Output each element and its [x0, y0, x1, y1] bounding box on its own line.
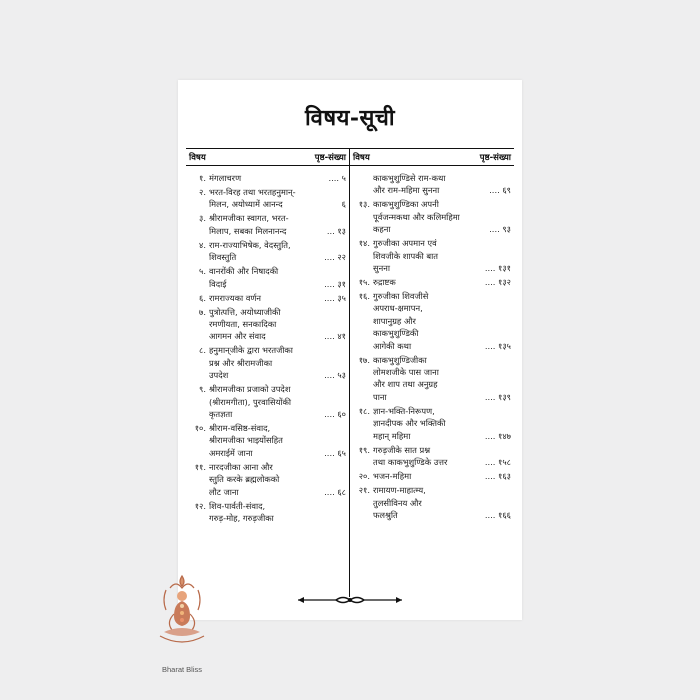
entry-page-number: .... १६६ [484, 509, 511, 520]
entry-line [209, 461, 346, 473]
entry-number: १. [199, 173, 206, 183]
column-header [186, 149, 349, 166]
toc-entry [190, 344, 346, 381]
entry-line [209, 265, 346, 277]
toc-entry [190, 422, 346, 459]
entry-body [209, 461, 346, 498]
entry-number: १६. [358, 291, 370, 302]
entry-title: सुनना [373, 263, 390, 274]
entry-title: तथा काकभुशुण्डिके उत्तर [373, 457, 448, 468]
toc-entry [190, 172, 346, 184]
entry-line [209, 186, 346, 198]
entry-title: महान्‌ महिमा [373, 430, 411, 441]
subject-heading: विषय [353, 152, 370, 163]
entry-line [209, 239, 346, 251]
toc-entry [190, 292, 346, 304]
entry-line [209, 225, 346, 237]
entry-page-number: ... १३ [326, 225, 346, 236]
entry-line [373, 354, 511, 366]
toc-entry [190, 186, 346, 211]
entry-page-number [509, 405, 511, 417]
entry-page-number [344, 306, 346, 318]
entry-line [209, 447, 346, 459]
entry-body [373, 354, 511, 404]
entry-page-number [344, 461, 346, 473]
entry-line [373, 223, 511, 235]
entry-line [373, 417, 511, 429]
entry-line [373, 405, 511, 417]
entry-page-number [344, 318, 346, 330]
entry-body [373, 276, 511, 288]
toc-entry [190, 461, 346, 498]
entry-title: उपदेश [209, 370, 229, 381]
entry-number: १०. [194, 423, 206, 434]
entry-line [209, 434, 346, 446]
entry-page-number [344, 396, 346, 408]
entry-title: राम-राज्याभिषेक, वेदस्तुति, [209, 239, 291, 250]
entry-number: १७. [358, 354, 370, 365]
entry-body [373, 444, 511, 469]
entry-line [373, 456, 511, 468]
entry-number: ७. [199, 306, 206, 317]
entry-title: अपराध-क्षमापन, [373, 303, 423, 314]
toc-entry [354, 237, 511, 274]
toc-entry [354, 290, 511, 352]
entry-page-number [509, 290, 511, 302]
toc-entries-left [186, 166, 349, 525]
entry-line [209, 383, 346, 395]
entry-page-number: .... १३९ [484, 391, 511, 402]
entry-page-number [344, 434, 346, 446]
toc-entry [190, 265, 346, 290]
toc-entry [354, 172, 511, 197]
entry-title: आगेकी कथा [373, 340, 412, 351]
entry-line [373, 430, 511, 442]
entry-page-number: .... ५ [328, 173, 346, 183]
entry-title: मिलन, अयोध्यामें आनन्द [209, 199, 283, 210]
entry-line [209, 408, 346, 420]
toc-entry [190, 239, 346, 264]
entry-title: लोमशजीके पास जाना [373, 367, 439, 378]
entry-page-number [344, 186, 346, 198]
entry-page-number: .... ६८ [324, 486, 346, 497]
entry-title: ज्ञानदीपक और भक्तिकी [373, 418, 446, 429]
entry-title: श्रीरामजीका भाइयोंसहित [209, 435, 283, 446]
entry-page-number [344, 422, 346, 434]
ornament-divider-icon [296, 594, 404, 606]
entry-body [209, 172, 346, 184]
entry-number: ९. [199, 384, 206, 395]
entry-title: और शाप तथा अनुग्रह [373, 379, 438, 390]
entry-title: नारदजीका आना और [209, 461, 273, 472]
entry-title: गुरुजीका शिवजीसे [373, 291, 429, 302]
entry-body [373, 405, 511, 442]
entry-title: शापानुग्रह और [373, 315, 416, 326]
entry-title: लौट जाना [209, 486, 239, 497]
entry-title: भजन-महिमा [373, 471, 412, 482]
entry-page-number [509, 250, 511, 262]
entry-line [373, 327, 511, 339]
toc-entry [190, 306, 346, 343]
toc-entry [354, 405, 511, 442]
entry-page-number [344, 383, 346, 395]
entry-body [373, 237, 511, 274]
entry-page-number [509, 444, 511, 456]
entry-line [373, 484, 511, 496]
entry-page-number: .... ३५ [324, 292, 346, 303]
entry-number: १९. [358, 444, 370, 455]
entry-line [209, 396, 346, 408]
entry-page-number: .... १३१ [484, 263, 511, 274]
entry-title: मंगलाचरण [209, 173, 242, 183]
entry-number: ११. [194, 461, 206, 472]
entry-title: गुरुजीका अपमान एवं [373, 238, 437, 249]
entry-number: २. [199, 187, 206, 197]
entry-line [373, 184, 511, 196]
entry-line [373, 470, 511, 482]
entry-number: २१. [358, 485, 370, 496]
entry-title: वानरोंकी और निषादकी [209, 266, 279, 277]
entry-title: काकभुशुण्डिका अपनी [373, 199, 439, 210]
entry-line [373, 509, 511, 521]
entry-line [209, 292, 346, 304]
entry-body [209, 383, 346, 420]
entry-page-number [509, 198, 511, 210]
entry-title: पूर्वजन्मकथा और कलिमहिमा [373, 211, 460, 222]
entry-page-number [344, 500, 346, 512]
entry-body [373, 484, 511, 521]
toc-entry [190, 500, 346, 525]
entry-line [209, 473, 346, 485]
entry-number: ५. [199, 266, 206, 277]
entry-title: शिवजीके शापकी बात [373, 250, 438, 261]
toc-entry [190, 212, 346, 237]
entry-title: अमराईमें जाना [209, 447, 253, 458]
entry-line [373, 378, 511, 390]
entry-number: १५. [358, 277, 370, 288]
entry-title: स्तुति करके ब्रह्मलोकको [209, 474, 280, 485]
entry-body [209, 292, 346, 304]
entry-title: आगमन और संवाद [209, 331, 266, 342]
entry-title: कहना [373, 224, 391, 235]
entry-title: रुद्राष्टक [373, 277, 396, 288]
entry-page-number: .... १३२ [484, 277, 511, 288]
entry-page-number: .... १३५ [484, 340, 511, 351]
entry-line [373, 340, 511, 352]
entry-line [373, 198, 511, 210]
entry-number: ८. [199, 345, 206, 356]
entry-page-number: .... ५३ [324, 370, 346, 381]
entry-title: तुलसीविनय और [373, 497, 422, 508]
toc-entry [190, 383, 346, 420]
entry-body [209, 265, 346, 290]
subject-heading: विषय [189, 152, 206, 163]
entry-body [373, 290, 511, 352]
entry-line [373, 290, 511, 302]
logo-text: Bharat Bliss [161, 665, 203, 674]
entry-title: काकभुशुण्डिकी [373, 328, 419, 339]
toc-entry [354, 444, 511, 469]
entry-page-number: .... १६३ [484, 471, 511, 482]
entry-body [209, 500, 346, 525]
entry-line [373, 211, 511, 223]
entry-title: रामायण-माहात्म्य, [373, 485, 426, 496]
entry-title: काकभुशुण्डिसे राम-कथा [373, 173, 446, 183]
toc-column-right [350, 149, 514, 597]
entry-page-number: .... ६५ [324, 447, 346, 458]
entry-title: रमणीयता, सनकादिका [209, 319, 277, 330]
entry-number: ६. [199, 292, 206, 303]
entry-page-number: .... २२ [324, 252, 346, 263]
entry-title: विदाई [209, 278, 227, 289]
entry-title: श्रीराम-वसिष्ठ-संवाद, [209, 423, 271, 434]
entry-page-number [509, 354, 511, 366]
entry-body [209, 306, 346, 343]
entry-line [373, 237, 511, 249]
entry-page-number [509, 366, 511, 378]
entry-line [209, 357, 346, 369]
entry-number: १२. [194, 500, 206, 511]
entry-number [354, 172, 373, 197]
entry-page-number [344, 265, 346, 277]
entry-title: श्रीरामजीका स्वागत, भरत- [209, 213, 289, 224]
entry-page-number: ६ [341, 199, 346, 210]
entry-page-number [509, 237, 511, 249]
entry-title: पाना [373, 391, 387, 402]
entry-page-number: .... ६० [324, 409, 346, 420]
entry-title: और राम-महिमा सुनना [373, 185, 440, 196]
entry-line [209, 251, 346, 263]
toc-entry [354, 470, 511, 482]
entry-title: श्रीरामजीका प्रजाको उपदेश [209, 384, 291, 395]
entry-title: भरत-विरह तथा भरतहनुमान्- [209, 187, 296, 197]
entry-number: १३. [358, 199, 370, 210]
entry-page-number: .... ९३ [489, 224, 511, 235]
entry-title: मिलाप, सबका मिलनानन्द [209, 225, 287, 236]
entry-line [209, 369, 346, 381]
entry-body [373, 172, 511, 197]
book-page [178, 80, 522, 620]
entry-line [209, 330, 346, 342]
entry-line [209, 422, 346, 434]
entry-line [209, 198, 346, 210]
entry-page-number: .... ३१ [324, 278, 346, 289]
entry-line [209, 512, 346, 524]
entry-line [373, 444, 511, 456]
column-header [350, 149, 514, 166]
toc-entries-right [350, 166, 514, 521]
entry-title: ज्ञान-भक्ति-निरूपण, [373, 405, 435, 416]
entry-title: शिवस्तुति [209, 252, 237, 263]
entry-number: ४. [199, 239, 206, 250]
toc-entry [354, 484, 511, 521]
entry-body [209, 212, 346, 237]
entry-line [209, 500, 346, 512]
entry-page-number [509, 172, 511, 184]
entry-page-number: .... ६९ [489, 185, 511, 196]
entry-page-number: .... ४१ [324, 331, 346, 342]
entry-line [209, 486, 346, 498]
entry-page-number [344, 239, 346, 251]
entry-line [209, 306, 346, 318]
entry-title: (श्रीरामगीता), पुरवासियोंकी [209, 396, 292, 407]
entry-line [209, 344, 346, 356]
entry-page-number [509, 302, 511, 314]
entry-line [373, 497, 511, 509]
entry-page-number [509, 327, 511, 339]
entry-line [373, 302, 511, 314]
entry-body [209, 344, 346, 381]
entry-number: २०. [358, 471, 370, 482]
entry-page-number: .... १५८ [484, 457, 511, 468]
entry-page-number [344, 344, 346, 356]
toc-entry [354, 354, 511, 404]
entry-page-number [509, 211, 511, 223]
entry-line [209, 172, 346, 184]
entry-page-number [344, 512, 346, 524]
entry-line [373, 262, 511, 274]
entry-body [373, 470, 511, 482]
entry-page-number [509, 484, 511, 496]
entry-line [209, 278, 346, 290]
entry-page-number [344, 357, 346, 369]
entry-page-number [509, 378, 511, 390]
toc-table [186, 148, 514, 597]
entry-body [209, 186, 346, 211]
entry-line [209, 212, 346, 224]
entry-line [373, 250, 511, 262]
entry-title: रामराज्यका वर्णन [209, 292, 261, 303]
entry-body [209, 239, 346, 264]
entry-title: शिव-पार्वती-संवाद, [209, 500, 266, 511]
page-number-heading: पृष्ठ-संख्या [479, 152, 511, 163]
entry-title: पुत्रोत्पत्ति, अयोध्याजीकी [209, 306, 281, 317]
entry-number: १८. [358, 405, 370, 416]
toc-column-left [186, 149, 350, 597]
entry-line [209, 318, 346, 330]
entry-line [373, 315, 511, 327]
entry-line [373, 172, 511, 184]
toc-entry [354, 198, 511, 235]
entry-line [373, 366, 511, 378]
entry-title: कृतज्ञता [209, 409, 233, 420]
entry-number: १४. [358, 238, 370, 249]
page-number-heading: पृष्ठ-संख्या [314, 152, 346, 163]
toc-entry [354, 276, 511, 288]
entry-page-number: .... १४७ [484, 430, 511, 441]
entry-body [373, 198, 511, 235]
entry-title: गरुड़-मोह, गरुड़जीका [209, 513, 274, 524]
entry-line [373, 276, 511, 288]
entry-page-number [509, 497, 511, 509]
entry-title: फलश्रुति [373, 509, 398, 520]
entry-page-number [509, 417, 511, 429]
entry-title: प्रश्न और श्रीरामजीका [209, 357, 273, 368]
entry-title: काकभुशुण्डिजीका [373, 354, 427, 365]
entry-title: हनुमान्‌जीके द्वारा भरतजीका [209, 345, 293, 356]
entry-number: ३. [199, 213, 206, 224]
entry-line [373, 391, 511, 403]
entry-title: गरुड़जीके सात प्रश्न [373, 444, 431, 455]
entry-body [209, 422, 346, 459]
page-title: विषय-सूची [304, 105, 396, 131]
entry-page-number [344, 212, 346, 224]
entry-page-number [344, 473, 346, 485]
bharat-bliss-logo-icon [152, 570, 212, 660]
entry-page-number [509, 315, 511, 327]
